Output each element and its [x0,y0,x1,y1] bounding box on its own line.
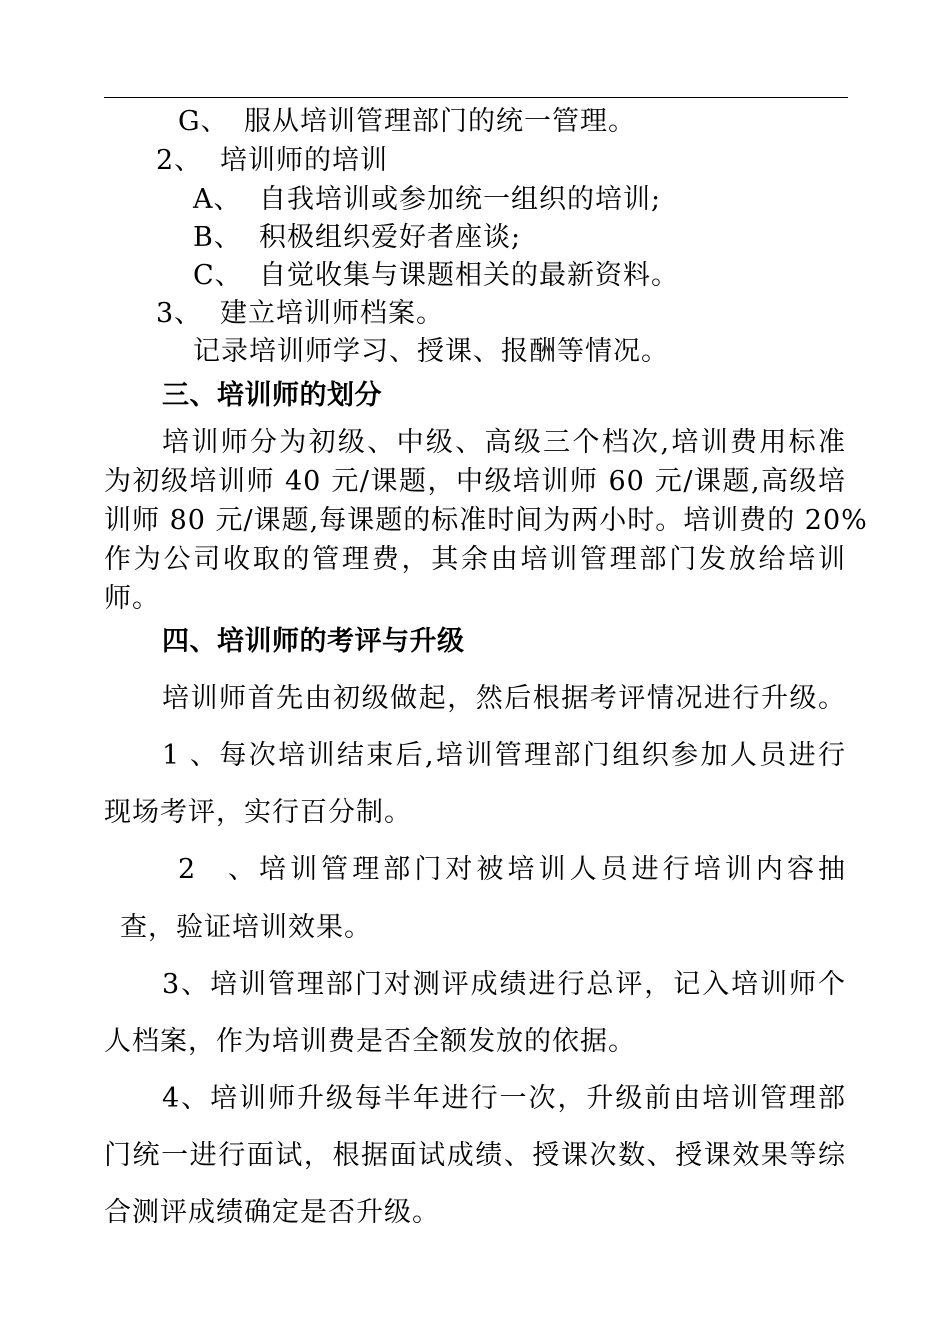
list-item-3-detail: 记录培训师学习、授课、报酬等情况。 [193,336,669,367]
list-text: 建立培训师档案。 [220,298,444,329]
header-rule [104,97,848,98]
list-marker: C、 [193,260,243,291]
section-heading-3: 三、培训师的划分 [162,380,382,411]
list-text: 积极组织爱好者座谈; [259,222,522,253]
paragraph-line: 训师 80 元/课题,每课题的标准时间为两小时。培训费的 20% [104,505,868,536]
paragraph-line: 培训师首先由初级做起，然后根据考评情况进行升级。 [162,683,846,714]
paragraph-line: 3、培训管理部门对测评成绩进行总评，记入培训师个 [162,969,846,1000]
list-marker: 2、 [156,145,203,176]
list-marker: 1、 [162,740,218,771]
paragraph-line: 查，验证培训效果。 [120,912,372,943]
paragraph-line: 为初级培训师 40 元/课题，中级培训师 60 元/课题,高级培 [104,466,846,497]
list-item-2 [156,145,388,177]
list-text: 自我培训或参加统一组织的培训; [259,184,662,215]
paragraph-line: 作为公司收取的管理费，其余由培训管理部门发放给培训 [104,544,846,575]
list-text: 培训管理部门对被培训人员进行培训内容抽 [256,854,846,885]
list-text: 培训师的培训 [220,145,388,176]
list-marker: 2、 [178,854,256,885]
paragraph-line: 合测评成绩确定是否升级。 [104,1197,440,1228]
list-item-g [178,106,636,138]
list-text: 服从培训管理部门的统一管理。 [244,106,636,137]
list-item-c [193,260,679,292]
paragraph-line: 培训师分为初级、中级、高级三个档次,培训费用标准 [162,427,846,458]
paragraph-line: 师。 [104,583,160,614]
list-marker: B、 [193,222,242,253]
paragraph-line: 门统一进行面试，根据面试成绩、授课次数、授课效果等综 [104,1140,846,1171]
paragraph-line: 现场考评，实行百分制。 [104,797,412,828]
list-marker: G、 [178,106,229,137]
list-item-a [193,184,661,216]
list-item-2b [178,854,846,886]
list-item-3 [156,298,444,330]
list-item-1 [162,740,846,772]
list-marker: 3、 [156,298,203,329]
list-text: 每次培训结束后,培训管理部门组织参加人员进行 [218,740,846,771]
section-heading-4: 四、培训师的考评与升级 [162,626,465,657]
paragraph-line: 人档案，作为培训费是否全额发放的依据。 [104,1026,636,1057]
list-marker: A、 [193,184,242,215]
list-item-b [193,222,521,254]
paragraph-line: 4、培训师升级每半年进行一次，升级前由培训管理部 [162,1083,846,1114]
list-text: 自觉收集与课题相关的最新资料。 [259,260,679,291]
